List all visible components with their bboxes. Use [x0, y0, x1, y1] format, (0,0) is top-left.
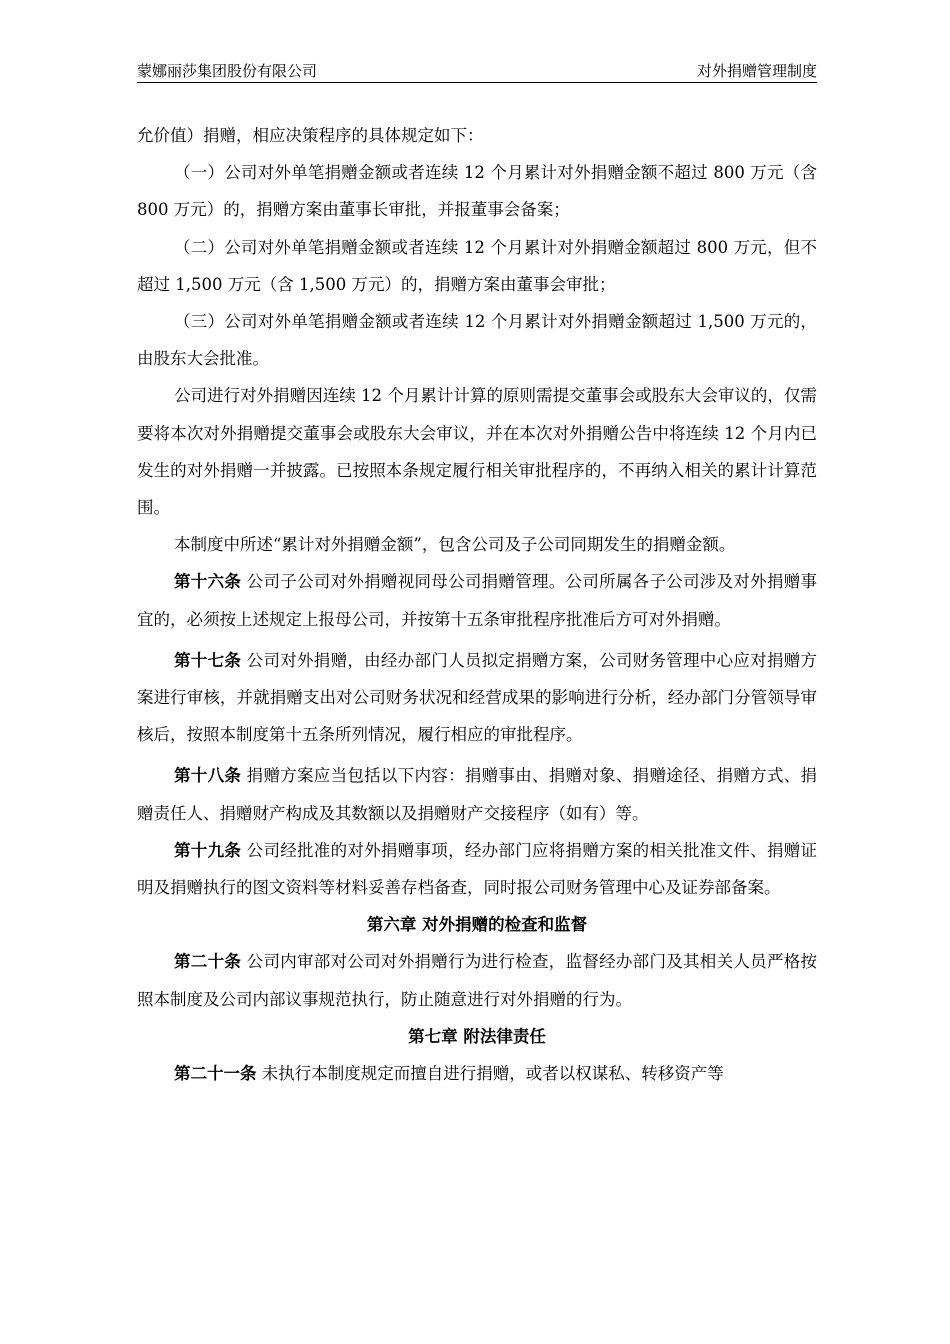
article-label: 第二十条: [174, 952, 242, 972]
chapter-heading: 第七章 附法律责任: [408, 1026, 546, 1046]
article-19: [137, 832, 817, 906]
header-doc-title: 对外捐赠管理制度: [696, 62, 817, 80]
article-label: 第十六条: [174, 572, 242, 592]
article-text: 未执行本制度规定而擅自进行捐赠，或者以权谋私、转移资产等: [261, 1064, 724, 1084]
page-header: [137, 58, 817, 83]
chapter-heading: 第六章 对外捐赠的检查和监督: [366, 915, 588, 935]
header-company: 蒙娜丽莎集团股份有限公司: [137, 62, 318, 80]
article-label: 第十九条: [174, 840, 242, 860]
article-21: [137, 1055, 817, 1092]
article-label: 第二十一条: [174, 1064, 257, 1084]
article-text: 公司内审部对公司对外捐赠行为进行检查，监督经办部门及其相关人员严格按照本制度及公司内部议事规范执行，防止随意进行对外捐赠的行为。: [137, 952, 818, 1009]
paragraph: （二）公司对外单笔捐赠金额或者连续 12 个月累计对外捐赠金额超过 800 万元，但不超过 1,500 万元（含 1,500 万元）的，捐赠方案由董事会审批；: [137, 237, 817, 294]
article-label: 第十七条: [174, 650, 242, 670]
article-text: 捐赠方案应当包括以下内容：捐赠事由、捐赠对象、捐赠途径、捐赠方式、捐赠责任人、捐赠财产构成及其数额以及捐赠财产交接程序（如有）等。: [137, 766, 818, 823]
article-18: [137, 757, 817, 831]
article-label: 第十八条: [174, 766, 242, 786]
article-text: 公司经批准的对外捐赠事项，经办部门应将捐赠方案的相关批准文件、捐赠证明及捐赠执行的图文资料等材料妥善存档备查，同时报公司财务管理中心及证券部备案。: [137, 840, 818, 898]
paragraph: 本制度中所述“累计对外捐赠金额”，包含公司及子公司同期发生的捐赠金额。: [174, 535, 736, 555]
document-body: [137, 117, 817, 1092]
article-text: 公司子公司对外捐赠视同母公司捐赠管理。公司所属各子公司涉及对外捐赠事宜的，必须按上述规定上报母公司，并按第十五条审批程序批准后方可对外捐赠。: [137, 572, 818, 629]
article-text: 公司对外捐赠，由经办部门人员拟定捐赠方案，公司财务管理中心应对捐赠方案进行审核，并就捐赠支出对公司财务状况和经营成果的影响进行分析，经办部门分管领导审核后，按照本制度第十五条所列情况，履行相应的审批程序。: [137, 650, 818, 745]
article-20: [137, 943, 817, 1017]
article-17: [137, 642, 817, 754]
paragraph: 允价值）捐赠，相应决策程序的具体规定如下：: [137, 126, 484, 145]
paragraph: （一）公司对外单笔捐赠金额或者连续 12 个月累计对外捐赠金额不超过 800 万元（含 800 万元）的，捐赠方案由董事长审批，并报董事会备案；: [137, 163, 817, 220]
paragraph: （三）公司对外单笔捐赠金额或者连续 12 个月累计对外捐赠金额超过 1,500 万元的，由股东大会批准。: [137, 312, 817, 369]
paragraph: 公司进行对外捐赠因连续 12 个月累计计算的原则需提交董事会或股东大会审议的，仅需要将本次对外捐赠提交董事会或股东大会审议，并在本次对外捐赠公告中将连续 12 个月内已发生的对外捐赠一并披露。已按照本条规定履行相关审批程序的，不再纳入相关的累计计算范围。: [137, 386, 817, 518]
article-16: [137, 563, 817, 637]
